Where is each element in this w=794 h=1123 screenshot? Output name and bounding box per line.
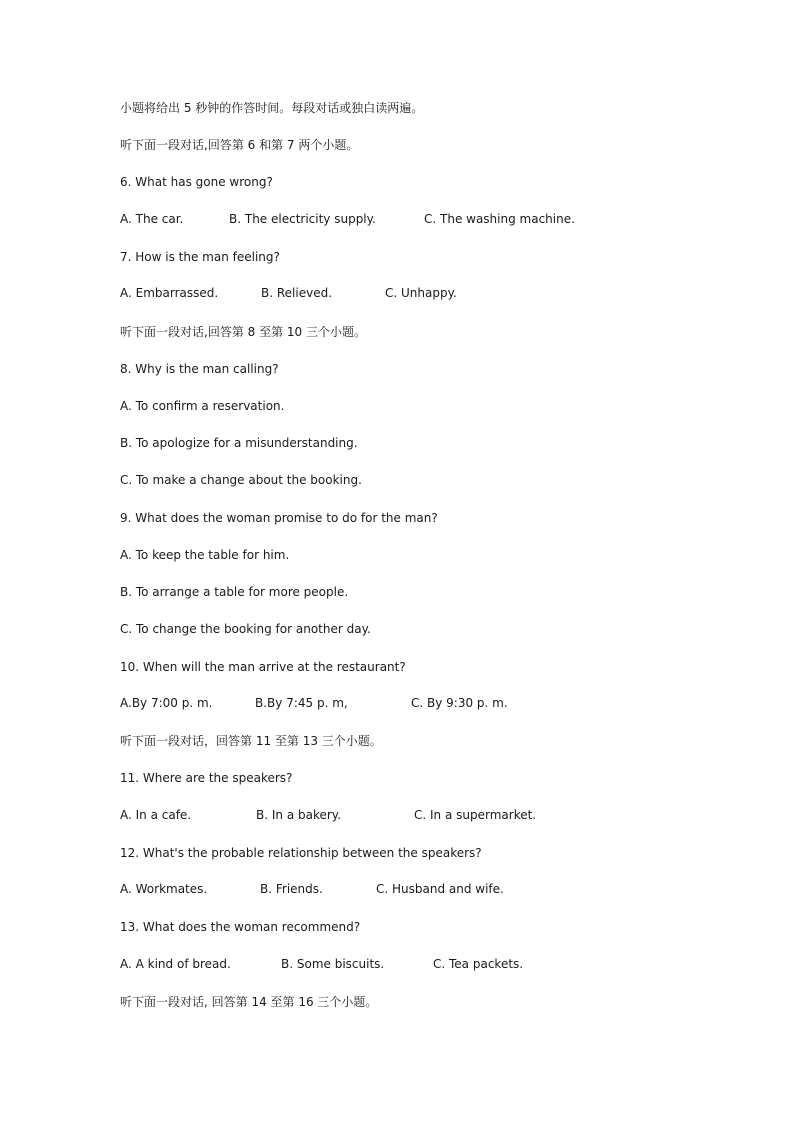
option-c: C. Unhappy. bbox=[385, 286, 457, 300]
section-heading: 听下面一段对话,回答第 8 至第 10 三个小题。 bbox=[120, 325, 366, 339]
question-11: 11. Where are the speakers? bbox=[120, 771, 293, 785]
section-heading: 听下面一段对话, 回答第 14 至第 16 三个小题。 bbox=[120, 995, 378, 1009]
option-b: B. Some biscuits. bbox=[281, 957, 385, 971]
option-c: C. To change the booking for another day. bbox=[120, 622, 371, 636]
option-b: B. In a bakery. bbox=[256, 808, 342, 822]
question-7: 7. How is the man feeling? bbox=[120, 250, 280, 264]
option-c: C. By 9:30 p. m. bbox=[411, 696, 508, 710]
intro-text: 小题将给出 5 秒钟的作答时间。每段对话或独白读两遍。 bbox=[120, 101, 424, 115]
question-10: 10. When will the man arrive at the restaurant? bbox=[120, 660, 406, 674]
option-b: B. The electricity supply. bbox=[229, 212, 376, 226]
option-b: B. Relieved. bbox=[261, 286, 333, 300]
option-a: A. Workmates. bbox=[120, 882, 208, 896]
option-c: C. Tea packets. bbox=[433, 957, 524, 971]
question-9: 9. What does the woman promise to do for the man? bbox=[120, 511, 438, 525]
option-b: B. To apologize for a misunderstanding. bbox=[120, 436, 358, 450]
option-b: B. To arrange a table for more people. bbox=[120, 585, 349, 599]
option-a: A. A kind of bread. bbox=[120, 957, 231, 971]
option-b: B. Friends. bbox=[260, 882, 323, 896]
option-a: A. To confirm a reservation. bbox=[120, 399, 285, 413]
option-a: A. In a cafe. bbox=[120, 808, 192, 822]
option-a: A. To keep the table for him. bbox=[120, 548, 290, 562]
option-a: A.By 7:00 p. m. bbox=[120, 696, 213, 710]
question-12: 12. What's the probable relationship between the speakers? bbox=[120, 846, 482, 860]
option-a: A. Embarrassed. bbox=[120, 286, 219, 300]
option-c: C. In a supermarket. bbox=[414, 808, 537, 822]
section-heading: 听下面一段对话，回答第 11 至第 13 三个小题。 bbox=[120, 734, 382, 748]
option-a: A. The car. bbox=[120, 212, 184, 226]
option-c: C. To make a change about the booking. bbox=[120, 473, 362, 487]
option-c: C. The washing machine. bbox=[424, 212, 575, 226]
question-6: 6. What has gone wrong? bbox=[120, 175, 273, 189]
option-b: B.By 7:45 p. m, bbox=[255, 696, 348, 710]
option-c: C. Husband and wife. bbox=[376, 882, 504, 896]
question-8: 8. Why is the man calling? bbox=[120, 362, 279, 376]
question-13: 13. What does the woman recommend? bbox=[120, 920, 361, 934]
section-heading: 听下面一段对话,回答第 6 和第 7 两个小题。 bbox=[120, 138, 359, 152]
